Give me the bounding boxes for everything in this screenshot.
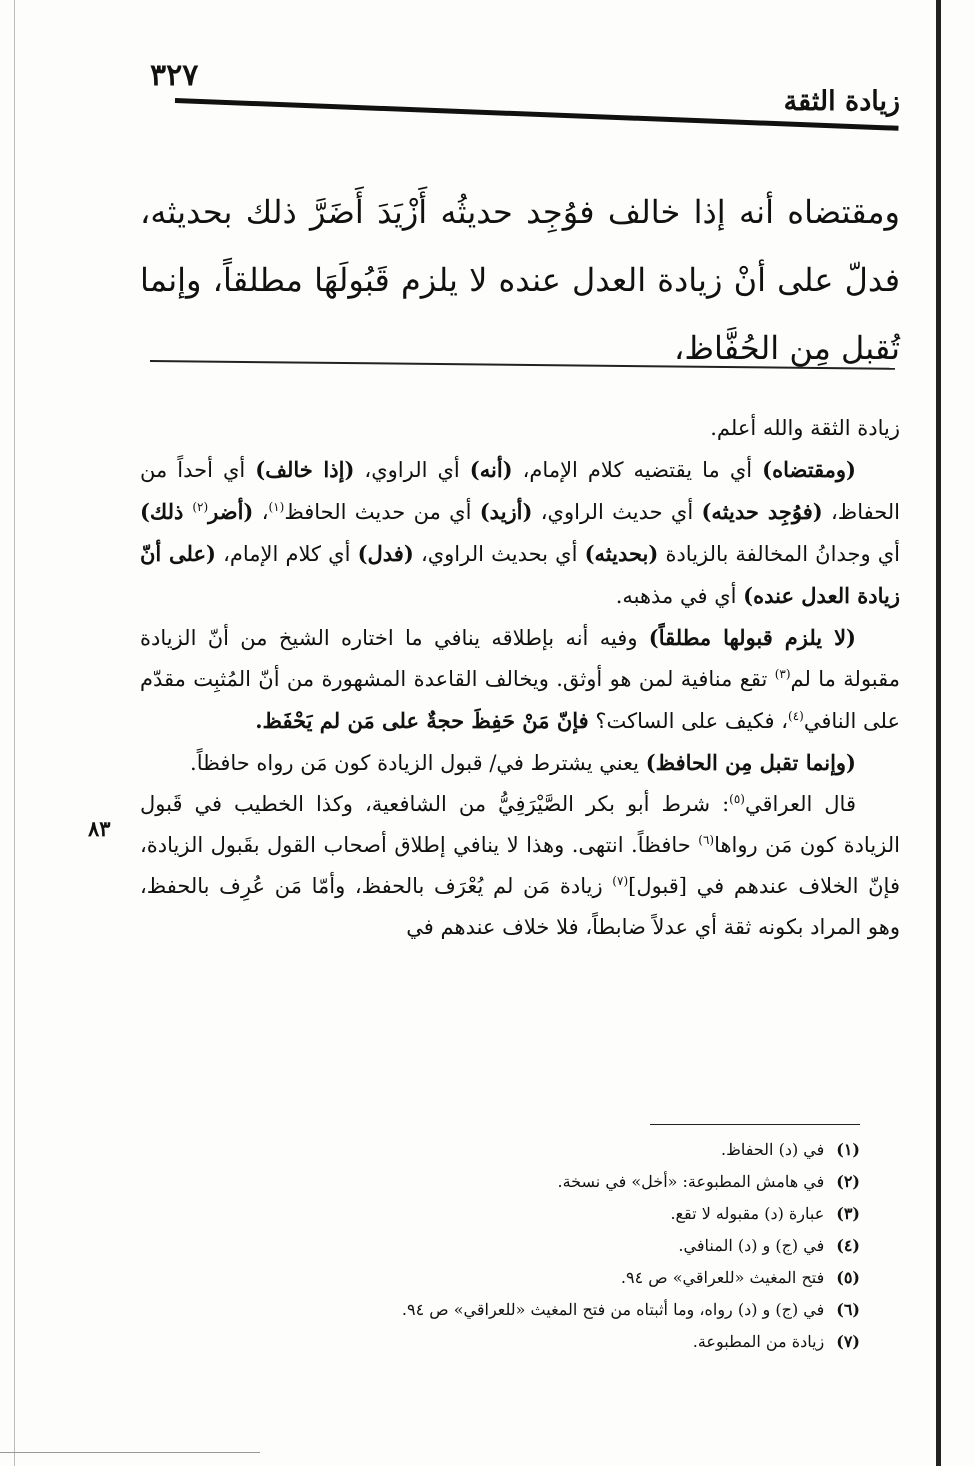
page-number: ٣٢٧ <box>150 58 199 93</box>
footnote-number: (٦) <box>836 1300 860 1319</box>
footnote <box>300 1134 860 1166</box>
text-run: وفيه أنه بإطلاقه ينافي ما اختاره الشيخ من أنّ الزيادة مقبولة ما لم <box>140 626 900 691</box>
commentary-paragraph-1: زيادة الثقة والله أعلم. <box>710 416 900 440</box>
quoted-term: (إذا خالف) <box>255 457 355 482</box>
text-run: أي كلام الإمام، <box>215 542 358 566</box>
quoted-term: (فوُجِد حديثه) <box>701 499 823 524</box>
matn-text <box>140 178 900 382</box>
page-right-border <box>936 0 941 1466</box>
commentary-text <box>140 408 900 948</box>
text-run: تقع منافية لمن هو أوثق. ويخالف القاعدة المشهورة من أنّ المُثبِت مقدّم على النافي <box>140 667 900 733</box>
footnote-text: في (د) الحفاظ. <box>720 1140 825 1159</box>
footnote-number: (٤) <box>836 1236 860 1255</box>
footnote-text: زيادة من المطبوعة. <box>692 1332 825 1351</box>
footnote <box>300 1326 860 1358</box>
text-run: زيادة مَن لم يُعْرَف بالحفظ، وأمّا مَن عُرِف بالحفظ، وهو المراد بكونه ثقة أي عدلاً ضابطاً، فلا خلاف عندهم في <box>140 874 900 939</box>
text-run: أي وجدانُ المخالفة بالزيادة <box>658 542 901 566</box>
text-run: أي حديث الراوي، <box>532 500 702 524</box>
quoted-maxim: فإنّ مَنْ حَفِظَ حجةٌ على مَن لم يَحْفَظ. <box>255 708 589 733</box>
footnote-text: في هامش المطبوعة: «أخل» في نسخة. <box>557 1172 825 1191</box>
footnote-number: (٧) <box>836 1332 860 1351</box>
footnote-text: في (ج) و (د) رواه، وما أثبتاه من فتح المغيث «للعراقي» ص ٩٤. <box>401 1300 825 1319</box>
quoted-term: (على أنّ زيادة العدل عنده) <box>140 541 900 608</box>
page-left-edge <box>14 0 15 1466</box>
footnote-text: فتح المغيث «للعراقي» ص ٩٤. <box>620 1268 825 1287</box>
matn-line-2: فدلّ على أنْ زيادة العدل عنده لا يلزم قَبُولَهَا مطلقاً، وإنما تُقبل <box>140 261 900 367</box>
footnote-ref-7: (٧) <box>612 874 629 888</box>
matn-line-3: مِن الحُفَّاظ، <box>674 329 831 367</box>
manuscript-folio-marker: ٨٣ <box>88 816 111 841</box>
quoted-term: (أنه) <box>469 457 513 482</box>
footnote-separator <box>650 1124 860 1125</box>
text-run: قال العراقي <box>744 792 856 816</box>
text-run: أي بحديث الراوي، <box>413 542 585 566</box>
footnote-ref-5: (٥) <box>729 792 745 806</box>
footnote-text: عبارة (د) مقبوله لا تقع. <box>670 1204 825 1223</box>
text-run: أي ما يقتضيه كلام الإمام، <box>512 458 763 482</box>
quoted-term: (وإنما تقبل مِن الحافظ) <box>645 750 856 775</box>
commentary-paragraph-5 <box>140 784 900 948</box>
running-title: زيادة الثقة <box>783 86 900 117</box>
commentary-paragraph-3 <box>140 617 900 742</box>
footnote-ref-6: (٦) <box>698 833 715 847</box>
quoted-term: (ومقتضاه) <box>762 457 856 482</box>
footnote <box>300 1294 860 1326</box>
quoted-term: (أضر <box>208 499 254 524</box>
quoted-term: (بحديثه) <box>584 541 659 566</box>
footnote-ref-1: (١) <box>268 500 285 514</box>
quoted-term: ذلك) <box>140 499 193 524</box>
text-run: أي الراوي، <box>354 458 470 482</box>
text-run: يعني يشترط في/ قبول الزيادة كون مَن رواه حافظاً. <box>190 751 646 775</box>
page-bottom-edge <box>0 1452 260 1453</box>
text-run: : شرط أبو بكر الصَّيْرَفِيُّ من الشافعية، وكذا الخطيب في قَبول الزيادة كون مَن رواها <box>140 792 900 857</box>
footnote <box>300 1230 860 1262</box>
quoted-term: (فدل) <box>357 541 414 566</box>
text-run: أي في مذهبه. <box>615 584 744 608</box>
matn-line-1: ومقتضاه أنه إذا خالف فوُجِد حديثُه أَزْيَدَ أَضَرَّ ذلك بحديثه، <box>140 193 900 231</box>
quoted-term: (لا يلزم قبولها مطلقاً) <box>648 625 856 650</box>
footnote-number: (٢) <box>836 1172 860 1191</box>
footnote-number: (٣) <box>836 1204 860 1223</box>
footnote-number: (١) <box>836 1140 860 1159</box>
text-run: ، <box>253 500 269 524</box>
text-run: أي أحداً من الحفاظ، <box>140 458 901 524</box>
footnote-ref-4: (٤) <box>788 709 804 723</box>
footnote-ref-3: (٣) <box>774 667 791 681</box>
text-run: ، فكيف على الساكت؟ <box>588 709 788 733</box>
commentary-paragraph-4 <box>140 742 900 784</box>
footnotes <box>300 1134 860 1358</box>
footnote-number: (٥) <box>836 1268 860 1287</box>
footnote <box>300 1166 860 1198</box>
footnote-text: في (ج) و (د) المنافي. <box>678 1236 825 1255</box>
footnote-ref-2: (٢) <box>192 500 209 514</box>
footnote <box>300 1262 860 1294</box>
footnote <box>300 1198 860 1230</box>
commentary-paragraph-2 <box>140 449 900 617</box>
text-run: أي من حديث الحافظ <box>284 500 480 524</box>
text-run: حافظاً. انتهى. وهذا لا ينافي إطلاق أصحاب القول بقَبول الزيادة، فإنّ الخلاف عندهم في [قبول] <box>140 833 900 898</box>
quoted-term: (أزيد) <box>479 499 533 524</box>
